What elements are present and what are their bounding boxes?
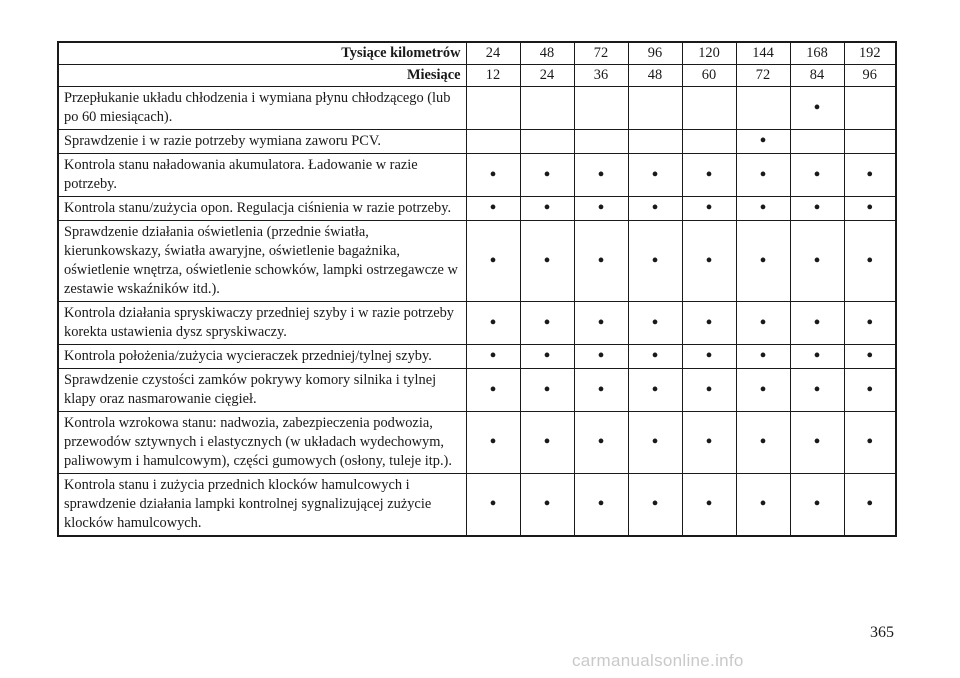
schedule-mark: • bbox=[628, 154, 682, 197]
schedule-mark: • bbox=[790, 345, 844, 369]
schedule-mark bbox=[466, 87, 520, 130]
schedule-mark: • bbox=[790, 154, 844, 197]
schedule-mark bbox=[574, 87, 628, 130]
schedule-mark: • bbox=[844, 369, 896, 412]
schedule-mark: • bbox=[736, 197, 790, 221]
schedule-mark: • bbox=[628, 345, 682, 369]
schedule-mark: • bbox=[790, 197, 844, 221]
schedule-mark: • bbox=[574, 345, 628, 369]
task-description: Sprawdzenie i w razie potrzeby wymiana zaworu PCV. bbox=[58, 130, 466, 154]
schedule-mark: • bbox=[736, 412, 790, 474]
schedule-mark bbox=[520, 130, 574, 154]
schedule-mark bbox=[628, 130, 682, 154]
schedule-mark: • bbox=[574, 369, 628, 412]
schedule-mark: • bbox=[520, 345, 574, 369]
schedule-mark: • bbox=[790, 221, 844, 302]
task-description: Kontrola stanu/zużycia opon. Regulacja ciśnienia w razie potrzeby. bbox=[58, 197, 466, 221]
schedule-mark: • bbox=[628, 369, 682, 412]
header-value: 60 bbox=[682, 65, 736, 87]
table-row bbox=[58, 474, 896, 537]
schedule-mark: • bbox=[682, 154, 736, 197]
header-value: 72 bbox=[574, 42, 628, 65]
schedule-mark: • bbox=[682, 474, 736, 537]
task-description: Kontrola działania spryskiwaczy przedniej szyby i w razie potrzeby korekta ustawienia dysz spryskiwaczy. bbox=[58, 302, 466, 345]
schedule-mark: • bbox=[736, 302, 790, 345]
schedule-mark: • bbox=[520, 412, 574, 474]
header-value: 144 bbox=[736, 42, 790, 65]
schedule-mark: • bbox=[520, 197, 574, 221]
header-label: Tysiące kilometrów bbox=[58, 42, 466, 65]
schedule-mark: • bbox=[844, 221, 896, 302]
schedule-mark: • bbox=[736, 345, 790, 369]
page-number: 365 bbox=[870, 624, 894, 641]
schedule-mark bbox=[844, 130, 896, 154]
schedule-mark bbox=[736, 87, 790, 130]
task-description: Sprawdzenie działania oświetlenia (przednie światła, kierunkowskazy, światła awaryjne, oświetlenie bagażnika, oświetlenie wnętrza, oświetlenie schowków, lampki ostrzegawcze w zestawie wskaźników itd.). bbox=[58, 221, 466, 302]
schedule-mark: • bbox=[574, 154, 628, 197]
schedule-mark: • bbox=[682, 345, 736, 369]
header-value: 24 bbox=[520, 65, 574, 87]
schedule-mark: • bbox=[844, 412, 896, 474]
header-value: 84 bbox=[790, 65, 844, 87]
schedule-mark: • bbox=[466, 345, 520, 369]
schedule-mark bbox=[682, 87, 736, 130]
table-row bbox=[58, 221, 896, 302]
schedule-mark bbox=[574, 130, 628, 154]
table-row bbox=[58, 154, 896, 197]
table-row bbox=[58, 130, 896, 154]
table-row bbox=[58, 87, 896, 130]
task-description: Kontrola wzrokowa stanu: nadwozia, zabezpieczenia podwozia, przewodów sztywnych i elastycznych (w układach wydechowym, paliwowym i hamulcowym), części gumowych (osłony, tuleje itp.). bbox=[58, 412, 466, 474]
schedule-mark: • bbox=[466, 197, 520, 221]
header-label: Miesiące bbox=[58, 65, 466, 87]
schedule-mark: • bbox=[736, 369, 790, 412]
header-row bbox=[58, 65, 896, 87]
schedule-mark: • bbox=[466, 474, 520, 537]
schedule-mark: • bbox=[466, 412, 520, 474]
schedule-mark: • bbox=[736, 130, 790, 154]
schedule-mark bbox=[844, 87, 896, 130]
schedule-mark: • bbox=[844, 474, 896, 537]
schedule-mark: • bbox=[628, 302, 682, 345]
schedule-mark: • bbox=[790, 369, 844, 412]
header-value: 12 bbox=[466, 65, 520, 87]
table-row bbox=[58, 412, 896, 474]
schedule-mark: • bbox=[520, 474, 574, 537]
header-row bbox=[58, 42, 896, 65]
schedule-mark bbox=[790, 130, 844, 154]
header-value: 48 bbox=[520, 42, 574, 65]
header-value: 96 bbox=[628, 42, 682, 65]
table-row bbox=[58, 345, 896, 369]
watermark: carmanualsonline.info bbox=[572, 651, 744, 670]
schedule-mark: • bbox=[628, 474, 682, 537]
schedule-mark: • bbox=[790, 474, 844, 537]
table-row bbox=[58, 302, 896, 345]
schedule-mark: • bbox=[628, 412, 682, 474]
table-row bbox=[58, 197, 896, 221]
task-description: Kontrola stanu naładowania akumulatora. Ładowanie w razie potrzeby. bbox=[58, 154, 466, 197]
schedule-mark: • bbox=[628, 197, 682, 221]
maintenance-table bbox=[57, 41, 897, 537]
header-value: 168 bbox=[790, 42, 844, 65]
maintenance-schedule bbox=[57, 41, 895, 537]
schedule-mark: • bbox=[574, 197, 628, 221]
schedule-mark: • bbox=[844, 345, 896, 369]
schedule-mark: • bbox=[628, 221, 682, 302]
schedule-mark: • bbox=[520, 302, 574, 345]
header-value: 120 bbox=[682, 42, 736, 65]
schedule-mark: • bbox=[574, 302, 628, 345]
task-description: Sprawdzenie czystości zamków pokrywy komory silnika i tylnej klapy oraz nasmarowanie cięgieł. bbox=[58, 369, 466, 412]
schedule-mark: • bbox=[844, 197, 896, 221]
table-row bbox=[58, 369, 896, 412]
schedule-mark bbox=[520, 87, 574, 130]
schedule-mark: • bbox=[790, 302, 844, 345]
schedule-mark: • bbox=[736, 154, 790, 197]
schedule-mark: • bbox=[844, 302, 896, 345]
task-description: Przepłukanie układu chłodzenia i wymiana płynu chłodzącego (lub po 60 miesiącach). bbox=[58, 87, 466, 130]
header-value: 96 bbox=[844, 65, 896, 87]
header-value: 36 bbox=[574, 65, 628, 87]
schedule-mark: • bbox=[682, 369, 736, 412]
task-description: Kontrola położenia/zużycia wycieraczek przedniej/tylnej szyby. bbox=[58, 345, 466, 369]
task-description: Kontrola stanu i zużycia przednich klocków hamulcowych i sprawdzenie działania lampki kontrolnej sygnalizującej zużycie klocków hamulcowych. bbox=[58, 474, 466, 537]
schedule-mark: • bbox=[682, 412, 736, 474]
schedule-mark: • bbox=[682, 302, 736, 345]
schedule-mark: • bbox=[466, 221, 520, 302]
schedule-mark bbox=[628, 87, 682, 130]
schedule-mark: • bbox=[682, 197, 736, 221]
schedule-mark: • bbox=[520, 154, 574, 197]
schedule-mark: • bbox=[574, 474, 628, 537]
schedule-mark bbox=[466, 130, 520, 154]
schedule-mark bbox=[682, 130, 736, 154]
schedule-mark: • bbox=[790, 87, 844, 130]
schedule-mark: • bbox=[682, 221, 736, 302]
header-value: 24 bbox=[466, 42, 520, 65]
header-value: 72 bbox=[736, 65, 790, 87]
schedule-mark: • bbox=[466, 302, 520, 345]
schedule-mark: • bbox=[574, 221, 628, 302]
schedule-mark: • bbox=[736, 474, 790, 537]
header-value: 192 bbox=[844, 42, 896, 65]
schedule-mark: • bbox=[520, 369, 574, 412]
header-value: 48 bbox=[628, 65, 682, 87]
schedule-mark: • bbox=[736, 221, 790, 302]
schedule-mark: • bbox=[574, 412, 628, 474]
schedule-mark: • bbox=[790, 412, 844, 474]
schedule-mark: • bbox=[466, 369, 520, 412]
schedule-mark: • bbox=[844, 154, 896, 197]
schedule-mark: • bbox=[466, 154, 520, 197]
schedule-mark: • bbox=[520, 221, 574, 302]
